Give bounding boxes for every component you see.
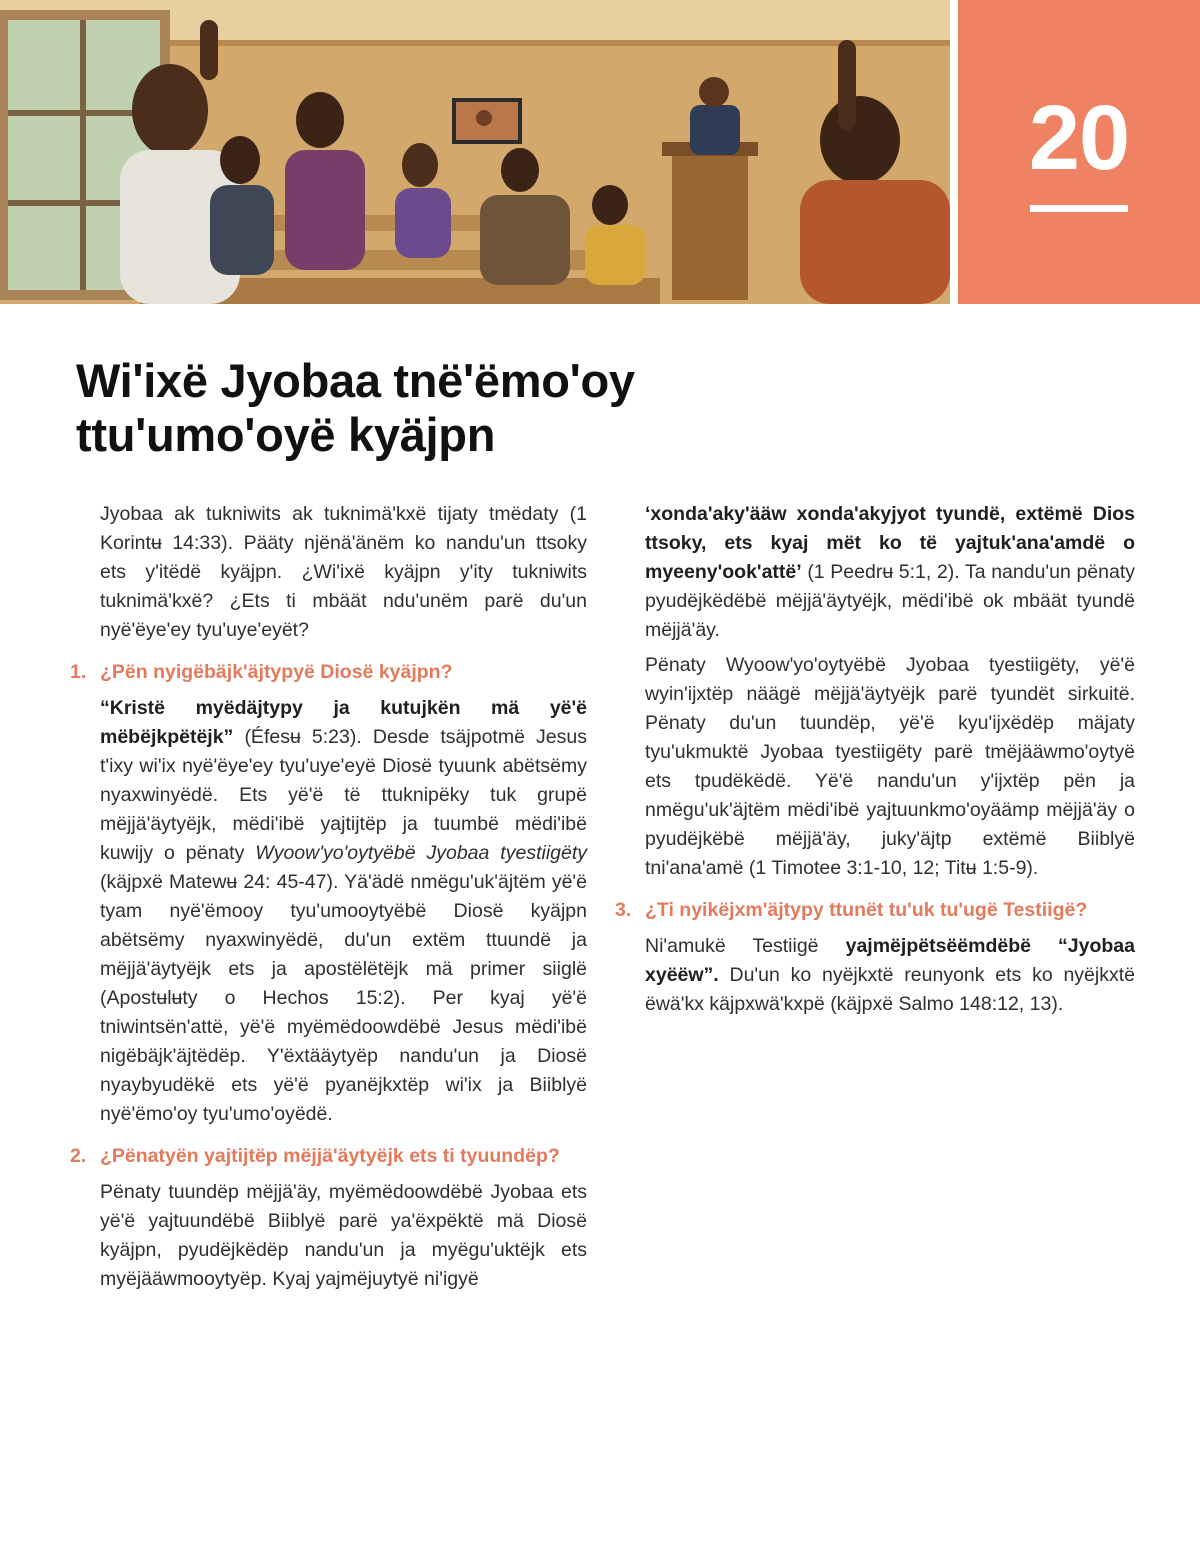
question-3-text: ¿Ti nyikëjxm'äjtypy ttunët tu'uk tu'ugë Testiigë?	[645, 899, 1088, 921]
lesson-title	[76, 354, 776, 462]
answer-2-paragraph-cont	[645, 500, 1135, 645]
answer-1-text-b: (käjpxë Matewʉ 24: 45-47). Yä'ädë nmëgu'uk'äjtëm yë'ë tyam nyë'ëmooy tyu'umooytyëbë Diosë kyäjpn abëtsëmy nyaxwinyëdë, du'un extëm ttuundë ja mëjjä'äytyëjk ets ja apostëlëtëjk mä primer siiglë (Apostʉlʉty o Hechos 15:2). Per kyaj yë'ë tniwintsën'attë, yë'ë myëmëdoowdëbë Jesus mëdi'ibë nigëbäjk'äjtëdëp. Y'ëxtääytyëp nandu'un ja Diosë nyaybyudëkë ets yë'ë pyanëjkxtëp wi'ix ja Biiblyë nyë'ëmo'oy tyu'umo'oyëdë.	[100, 871, 587, 1125]
answer-1-paragraph	[100, 694, 587, 1129]
lesson-number: 20	[1028, 87, 1130, 189]
question-1-text: ¿Pën nyigëbäjk'äjtypyë Diosë kyäjpn?	[100, 661, 453, 683]
answer-3-paragraph	[645, 932, 1135, 1019]
answer-2-paragraph-start: Pënaty tuundëp mëjjä'äy, myëmëdoowdëbë Jyobaa ets yë'ë yajtuundëbë Biiblyë parë ya'ëxpëktë mä Diosë kyäjpn, pyudëjkëdëp nandu'un ja myëgu'uktëjk ets myëjääwmooytyëp. Kyaj yajmëjuytyë ni'igyë	[100, 1181, 587, 1290]
question-1	[70, 659, 587, 686]
answer-3-text-b: Du'un ko nyëjkxtë reunyonk ets ko nyëjkxtë ëwä'kx käjpxwä'kxpë (käjpxë Salmo 148:12, 13).	[645, 964, 1135, 1015]
left-column	[70, 500, 588, 1300]
title-line-1: Wi'ixë Jyobaa tnë'ëmo'oy	[76, 354, 635, 407]
answer-2-text-end: (1 Peedrʉ 5:1, 2). Ta nandu'un pënaty pyudëjkëdëbë mëjjä'äytyëjk, mëdi'ibë ok mbäät tyundë mëjjä'äy.	[645, 561, 1136, 641]
question-2-number: 2.	[70, 1145, 87, 1167]
answer-1-italic-name: Wyoow'yo'oytyëbë Jyobaa tyestiigëty	[255, 842, 588, 864]
podium	[662, 142, 758, 300]
answer-2-paragraph-2: Pënaty Wyoow'yo'oytyëbë Jyobaa tyestiigëty, yë'ë wyin'ijxtëp näägë mëjjä'äytyëjk parë tyundët sirkuitë. Pënaty du'un tuundëp, yë'ë kyu'ijxëdëp mäjaty tyu'ukmuktë Jyobaa tyestiigëty parë tmëjääwmo'oytyë ets tpudëkëdë. Yë'ë nandu'un y'ijxtëp pën ja nmëgu'uk'äjtëm mëdi'ibë yajtuunkmo'oyäämp mëjjä'äy o pyudëjkëbë mëjjä'äy, juky'äjtp extëmë Biiblyë tni'ana'amë (1 Timotee 3:1-10, 12; Titʉ 1:5-9).	[645, 654, 1135, 879]
answer-3-text-a: Ni'amukë Testiigë	[645, 935, 819, 957]
meeting-illustration	[0, 0, 950, 304]
question-1-number: 1.	[70, 661, 87, 683]
question-3-number: 3.	[615, 899, 632, 921]
answer-1-text-a: (Éfesʉ 5:23). Desde tsäjpotmë Jesus t'ixy wi'ix nyë'ëye'ey tyu'uye'eyë Diosë tyuunk abëtsëmy nyaxwinyëdë. Ets yë'ë të ttuknipëky tuk grupë mëjjä'äytyëjk, mëdi'ibë yajtijtëp ja tuumbë mëdi'ibë kuwijy o pënaty	[100, 726, 587, 864]
question-3	[615, 897, 1135, 924]
title-line-2: ttu'umo'oyë kyäjpn	[76, 408, 496, 461]
answer-1-bold-quote: “Kristë myëdäjtypy ja kutujkën mä yë'ë mëbëjkpëtëjk”	[100, 697, 587, 748]
tv-screen	[452, 98, 522, 144]
right-column	[615, 500, 1136, 1025]
intro-paragraph: Jyobaa ak tukniwits ak tuknimä'kxë tijaty tmëdaty (1 Korintʉ 14:33). Pääty njënä'änëm ko nandu'un ttsoky ets y'itëdë kyäjpn. ¿Wi'ixë kyäjpn y'ity tukniwits tuknimä'kxë? ¿Ets ti mbäät ndu'unëm parë du'un nyë'ëye'ey tyu'uye'eyët?	[100, 503, 587, 641]
answer-2-bold-quote: ‘xonda'aky'ääw xonda'akyjyot tyundë, extëmë Dios ttsoky, ets kyaj mët ko të yajtuk'ana'amdë o myeeny'ook'attë’	[645, 503, 1135, 583]
question-2-text: ¿Pënatyën yajtijtëp mëjjä'äytyëjk ets ti tyuundëp?	[100, 1145, 560, 1167]
hero-photo-congregation	[0, 0, 950, 304]
badge-underline	[1030, 205, 1128, 212]
question-2	[70, 1143, 587, 1170]
lesson-number-badge	[958, 0, 1200, 304]
answer-3-bold: yajmëjpëtsëëmdëbë “Jyobaa xyëëw”.	[645, 935, 1135, 986]
